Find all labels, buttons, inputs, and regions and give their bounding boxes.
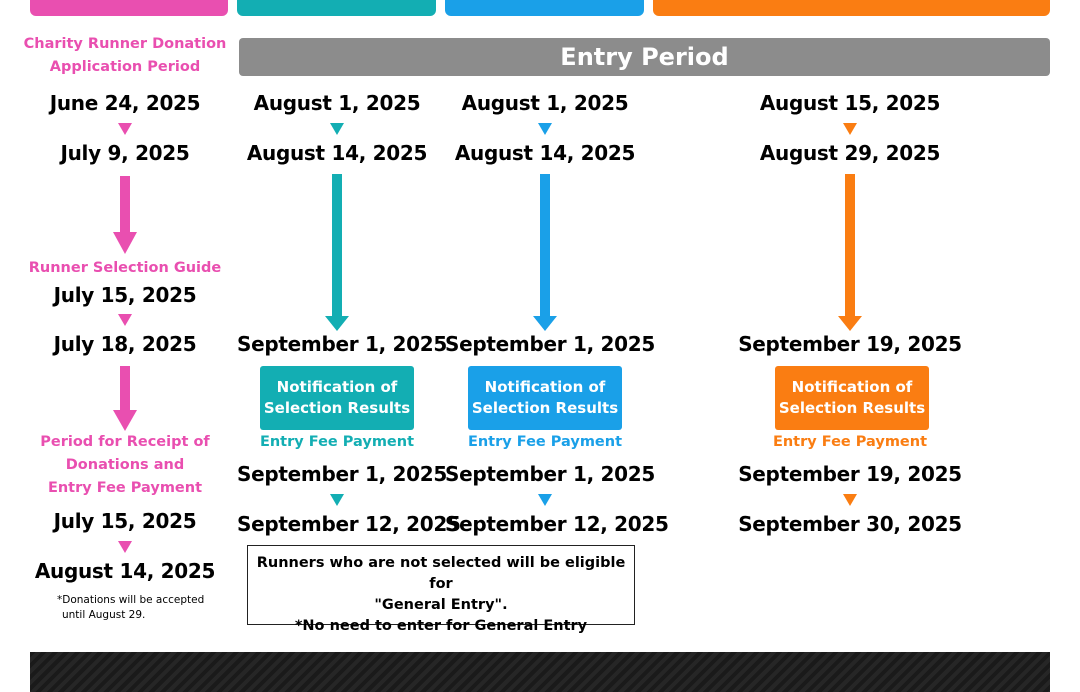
info-box-line-3: *No need to enter for General Entry bbox=[294, 618, 588, 634]
blue-notification-date: September 1, 2025 bbox=[445, 332, 655, 356]
orange-entry-triangle bbox=[843, 123, 857, 135]
teal-payment-start-date: September 1, 2025 bbox=[237, 462, 447, 486]
orange-entry-start-date: August 15, 2025 bbox=[759, 91, 941, 115]
blue-entry-triangle bbox=[538, 123, 552, 135]
charity-guide-triangle bbox=[118, 314, 132, 326]
footer-banner bbox=[30, 652, 1050, 692]
teal-notification-line-1: Notification of bbox=[276, 378, 398, 396]
general-entry-info-box bbox=[247, 545, 635, 634]
teal-notification-date: September 1, 2025 bbox=[237, 332, 447, 356]
orange-notification-line-2: Selection Results bbox=[778, 399, 926, 417]
charity-arrow-1 bbox=[113, 176, 137, 256]
runner-selection-guide-label: Runner Selection Guide bbox=[28, 260, 222, 276]
teal-payment-end-date: September 12, 2025 bbox=[237, 512, 461, 536]
teal-entry-triangle bbox=[330, 123, 344, 135]
donation-note bbox=[57, 593, 207, 623]
blue-notification-line-1: Notification of bbox=[484, 378, 606, 396]
teal-arrow bbox=[325, 174, 349, 332]
donation-note-line-2: until August 29. bbox=[62, 609, 146, 621]
blue-entry-end-date: August 14, 2025 bbox=[454, 141, 636, 165]
blue-payment-triangle bbox=[538, 494, 552, 506]
charity-app-triangle bbox=[118, 123, 132, 135]
info-box-line-1: Runners who are not selected will be eligible for bbox=[256, 555, 626, 592]
blue-notification-box bbox=[468, 366, 622, 430]
charity-guide-start-date: July 15, 2025 bbox=[53, 283, 197, 307]
receipt-label-line-3: Entry Fee Payment bbox=[47, 480, 203, 496]
blue-entry-start-date: August 1, 2025 bbox=[461, 91, 629, 115]
charity-app-end-date: July 9, 2025 bbox=[60, 141, 190, 165]
orange-entry-end-date: August 29, 2025 bbox=[759, 141, 941, 165]
teal-notification-line-2: Selection Results bbox=[263, 399, 411, 417]
info-box-line-2: "General Entry". bbox=[374, 597, 508, 613]
orange-notification-date: September 19, 2025 bbox=[738, 332, 962, 356]
blue-payment-start-date: September 1, 2025 bbox=[445, 462, 655, 486]
blue-notification-line-2: Selection Results bbox=[471, 399, 619, 417]
teal-notification-box bbox=[260, 366, 414, 430]
receipt-period-label bbox=[20, 431, 230, 500]
receipt-label-line-2: Donations and bbox=[65, 457, 185, 473]
receipt-label-line-1: Period for Receipt of bbox=[40, 434, 210, 450]
orange-payment-triangle bbox=[843, 494, 857, 506]
charity-application-label bbox=[20, 33, 230, 79]
charity-application-label-line-1: Charity Runner Donation bbox=[23, 36, 227, 52]
charity-receipt-triangle bbox=[118, 541, 132, 553]
orange-payment-label: Entry Fee Payment bbox=[772, 434, 928, 450]
blue-payment-end-date: September 12, 2025 bbox=[445, 512, 669, 536]
orange-payment-start-date: September 19, 2025 bbox=[738, 462, 962, 486]
teal-payment-triangle bbox=[330, 494, 344, 506]
header-bar-blue bbox=[445, 0, 644, 16]
blue-arrow bbox=[533, 174, 557, 332]
teal-entry-end-date: August 14, 2025 bbox=[246, 141, 428, 165]
header-bar-orange bbox=[653, 0, 1050, 16]
charity-guide-end-date: July 18, 2025 bbox=[53, 332, 197, 356]
charity-arrow-2 bbox=[113, 366, 137, 432]
blue-payment-label: Entry Fee Payment bbox=[467, 434, 623, 450]
charity-app-start-date: June 24, 2025 bbox=[49, 91, 201, 115]
teal-payment-label: Entry Fee Payment bbox=[259, 434, 415, 450]
charity-receipt-end-date: August 14, 2025 bbox=[34, 559, 216, 583]
orange-payment-end-date: September 30, 2025 bbox=[738, 512, 962, 536]
orange-arrow bbox=[838, 174, 862, 332]
charity-application-label-line-2: Application Period bbox=[49, 59, 201, 75]
header-bar-charity bbox=[30, 0, 228, 16]
orange-notification-line-1: Notification of bbox=[791, 378, 913, 396]
header-bar-teal bbox=[237, 0, 436, 16]
charity-receipt-start-date: July 15, 2025 bbox=[53, 509, 197, 533]
donation-note-line-1: *Donations will be accepted bbox=[57, 594, 205, 606]
teal-entry-start-date: August 1, 2025 bbox=[253, 91, 421, 115]
orange-notification-box bbox=[775, 366, 929, 430]
entry-period-banner: Entry Period bbox=[239, 38, 1050, 76]
